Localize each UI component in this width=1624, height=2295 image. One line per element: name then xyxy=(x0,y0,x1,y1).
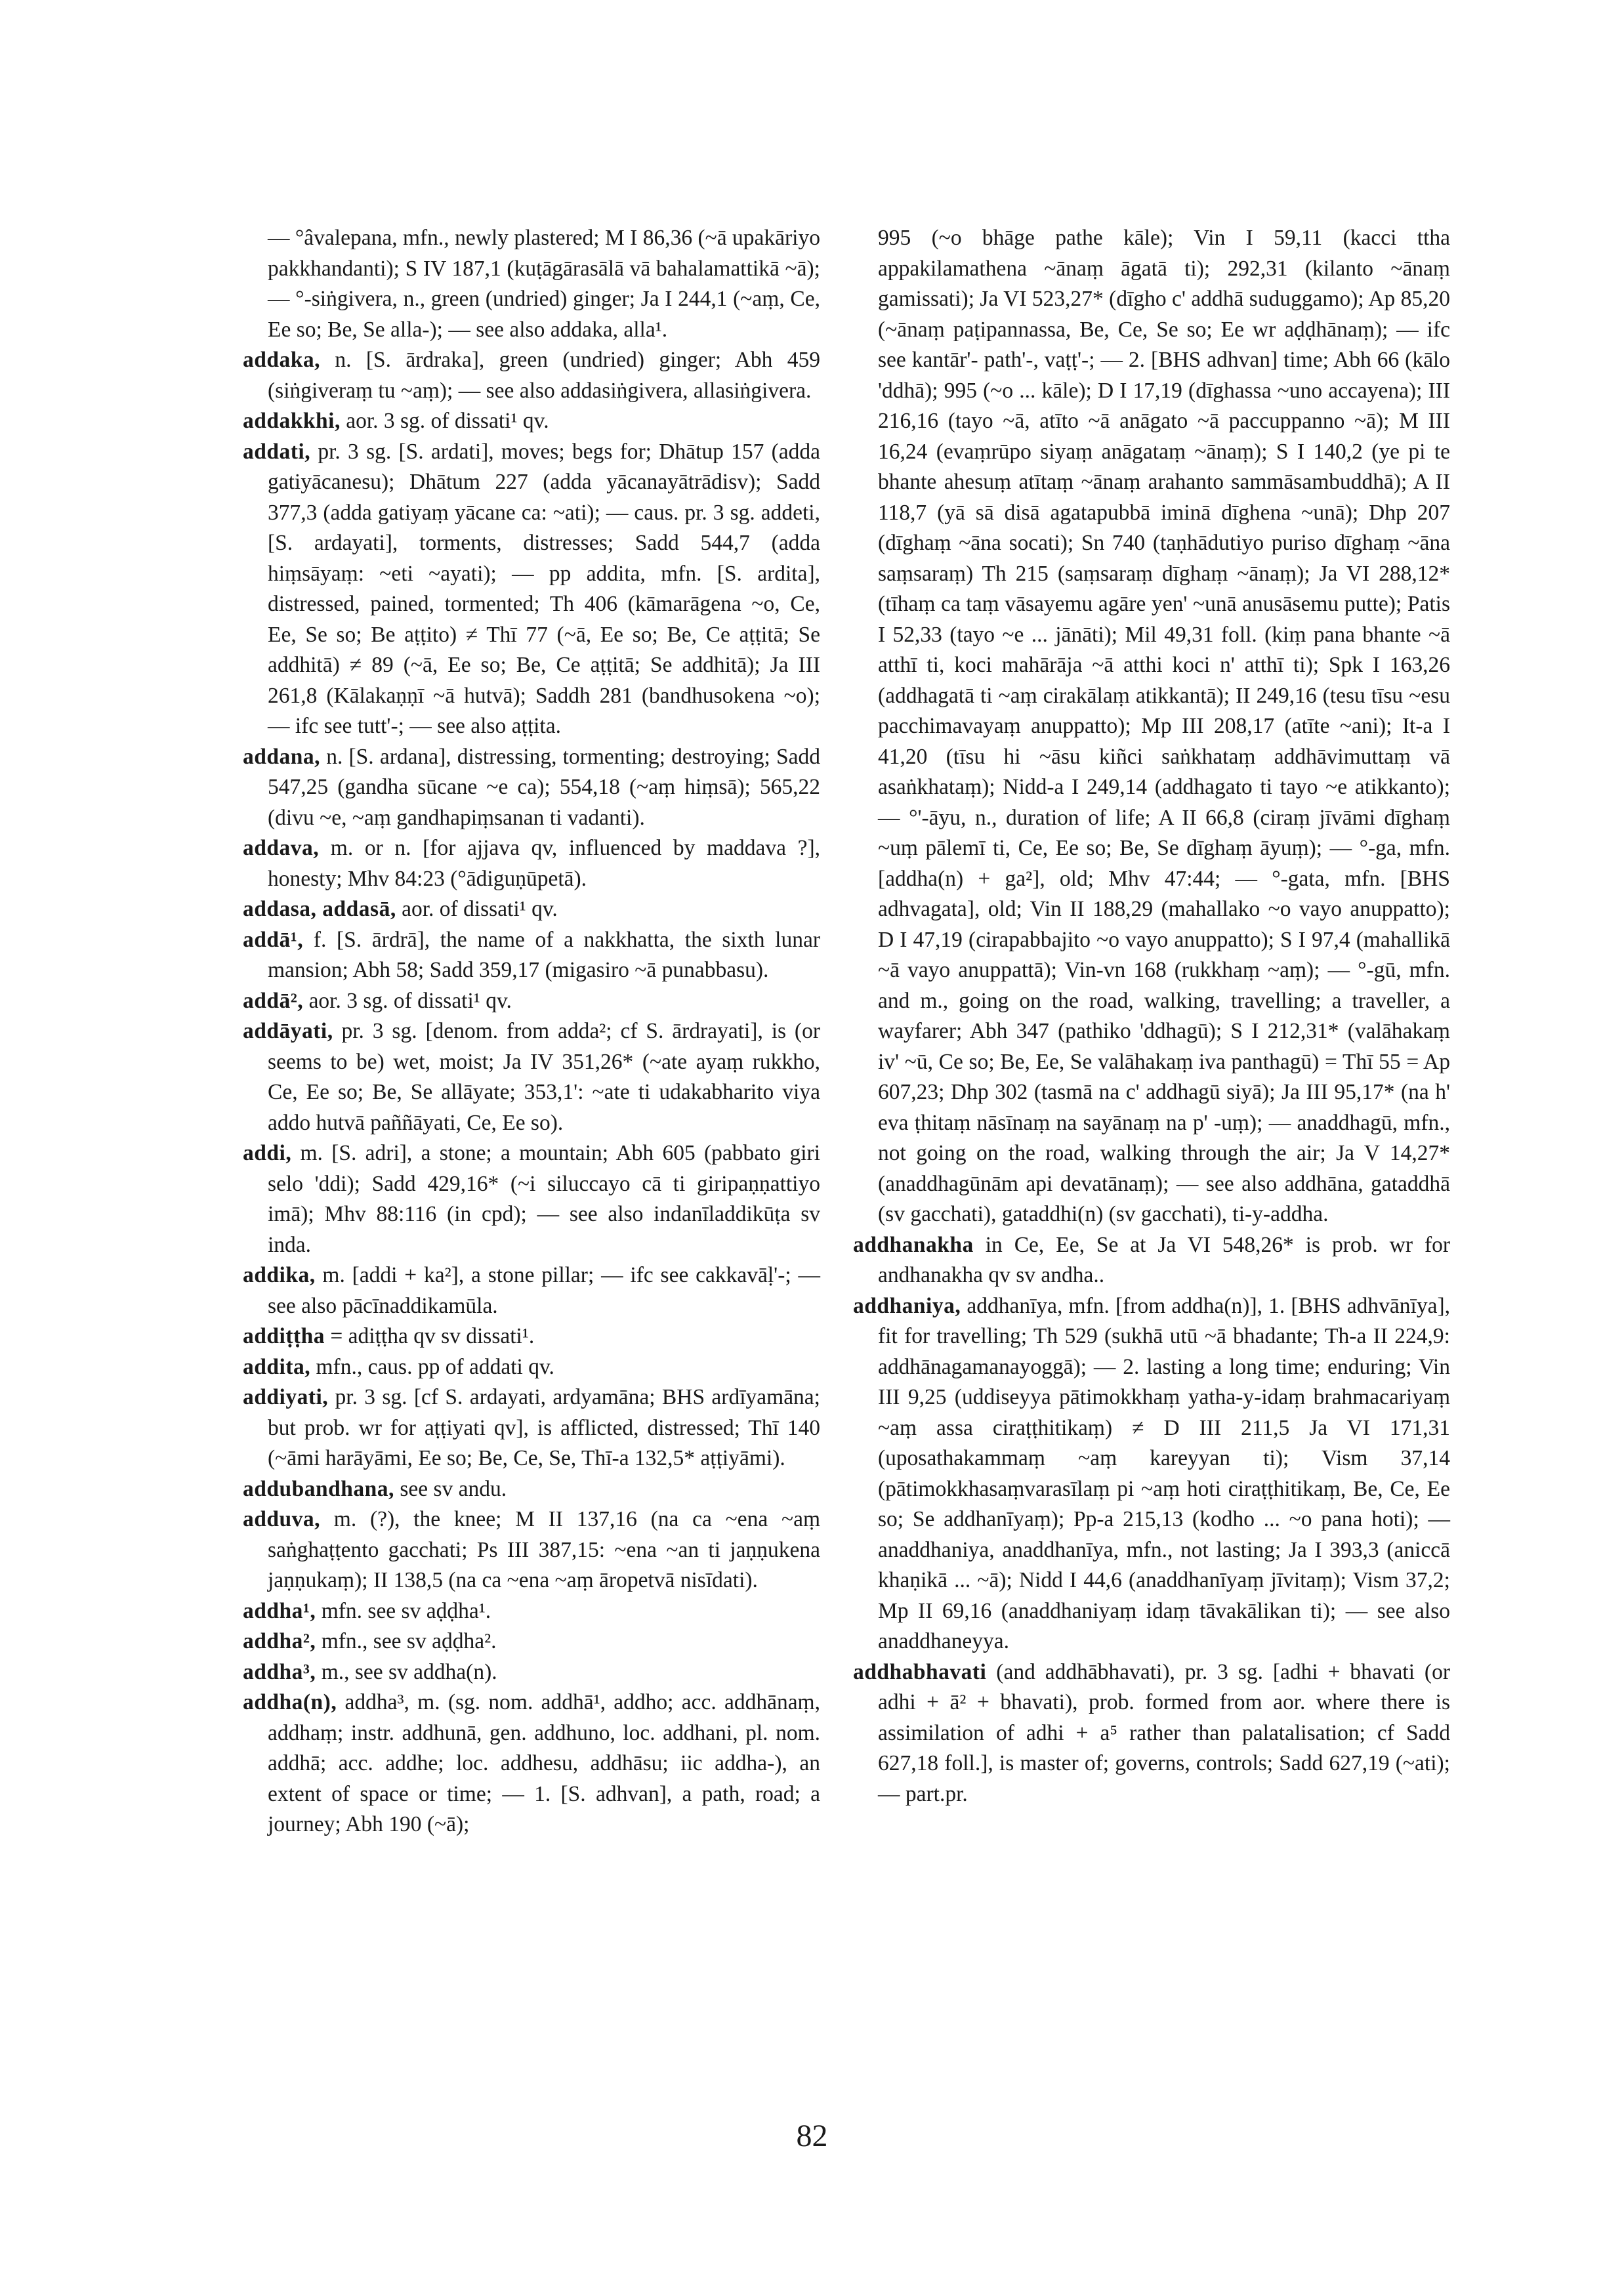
dictionary-entry xyxy=(853,223,1450,1230)
entry-headword: addha¹, xyxy=(243,1598,316,1623)
entry-text: aor. 3 sg. of dissati¹ qv. xyxy=(346,409,549,433)
right-column xyxy=(853,223,1450,1809)
entry-text: = adiṭṭha qv sv dissati¹. xyxy=(330,1324,535,1348)
entry-headword: addava, xyxy=(243,836,320,860)
entry-text: mfn., caus. pp of addati qv. xyxy=(316,1354,554,1379)
entry-headword: addati, xyxy=(243,439,311,464)
entry-headword: addha³, xyxy=(243,1659,316,1684)
entry-headword: addubandhana, xyxy=(243,1476,394,1501)
entry-headword: addā², xyxy=(243,988,304,1013)
entry-text: n. [S. ardana], distressing, tormenting; destroying; Sadd 547,25 (gandha sūcane ~e ca); 554,18 (~aṃ hiṃsā); 565,22 (divu ~e, ~aṃ gandhapiṃsanan ti vadanti). xyxy=(268,744,821,830)
entry-text: n. [S. ārdraka], green (undried) ginger; Abh 459 (siṅgiveraṃ tu ~aṃ); — see also addasiṅgivera, allasiṅgivera. xyxy=(268,348,820,403)
entry-text: — °âvalepana, mfn., newly plastered; M I 86,36 (~ā upakāriyo pakkhandanti); S IV 187,1 (kuṭāgārasālā vā bahalamattikā ~ā); — °-siṅgivera, n., green (undried) ginger; Ja I 244,1 (~aṃ, Ce, Ee so; Be, Se alla-); — see also addaka, alla¹. xyxy=(268,226,820,342)
dictionary-entry xyxy=(243,1626,820,1657)
dictionary-entry xyxy=(243,1596,820,1627)
entry-headword: addasa, addasā, xyxy=(243,897,396,921)
entry-headword: addhabhavati xyxy=(853,1659,987,1684)
dictionary-entry xyxy=(243,1474,820,1505)
dictionary-entry xyxy=(243,1382,820,1474)
entry-text: pr. 3 sg. [cf S. ardayati, ardyamāna; BHS ardīyamāna; but prob. wr for aṭṭiyati qv], is afflicted, distressed; Thī 140 (~āmi harāyāmi, Ee so; Be, Ce, Se, Thī-a 132,5* aṭṭiyāmi). xyxy=(268,1385,820,1470)
entry-headword: adduva, xyxy=(243,1507,321,1531)
dictionary-entry xyxy=(243,925,820,986)
dictionary-entry xyxy=(243,1016,820,1138)
dictionary-entry xyxy=(853,1657,1450,1810)
dictionary-entry xyxy=(243,406,820,437)
page-number: 82 xyxy=(796,2119,828,2153)
dictionary-entry xyxy=(243,345,820,406)
entry-text: aor. of dissati¹ qv. xyxy=(402,897,558,921)
dictionary-entry xyxy=(243,1657,820,1688)
dictionary-entry xyxy=(243,223,820,345)
dictionary-entry xyxy=(243,833,820,894)
dictionary-entry xyxy=(243,1352,820,1383)
entry-headword: addha(n), xyxy=(243,1690,337,1714)
entry-headword: addakkhi, xyxy=(243,409,341,433)
entry-text: m. (?), the knee; M II 137,16 (na ca ~ena ~aṃ saṅghaṭṭento gacchati; Ps III 387,15: ~ena ~an ti jaṇṇukena jaṇṇukaṃ); II 138,5 (na ca ~ena ~aṃ āropetvā nisīdati). xyxy=(268,1507,821,1592)
entry-headword: addana, xyxy=(243,744,321,769)
dictionary-entry xyxy=(243,986,820,1017)
entry-text: m., see sv addha(n). xyxy=(321,1659,497,1684)
entry-headword: addāyati, xyxy=(243,1019,333,1043)
dictionary-entry xyxy=(243,437,820,742)
entry-text: (and addhābhavati), pr. 3 sg. [adhi + bhavati (or adhi + ā² + bhavati), prob. formed from aor. where there is assimilation of adhi + a⁵ rather than palatalisation; cf Sadd 627,18 foll.], is master of; governs, controls; Sadd 627,19 (~ati); — part.pr. xyxy=(878,1659,1450,1806)
entry-text: see sv andu. xyxy=(400,1476,507,1501)
dictionary-entry xyxy=(243,1504,820,1596)
entry-text: f. [S. ārdrā], the name of a nakkhatta, the sixth lunar mansion; Abh 58; Sadd 359,17 (migasiro ~ā punabbasu). xyxy=(268,927,820,982)
entry-text: pr. 3 sg. [denom. from adda²; cf S. ārdrayati], is (or seems to be) wet, moist; Ja IV 351,26* (~ate ayaṃ rukkho, Ce, Ee so; Be, Se allāyate; 353,1': ~ate ti udakabharito viya addo hutvā paññāyati, Ce, Ee so). xyxy=(268,1019,820,1135)
entry-headword: addha², xyxy=(243,1629,316,1653)
entry-text: aor. 3 sg. of dissati¹ qv. xyxy=(308,988,512,1013)
dictionary-entry xyxy=(243,1138,820,1260)
entry-text: 995 (~o bhāge pathe kāle); Vin I 59,11 (kacci ttha appakilamathena ~ānaṃ āgatā ti); 292,31 (kilanto ~ānaṃ gamissati); Ja VI 523,27* (dīgho c' addhā suduggamo); Ap 85,20 (~ānaṃ paṭipannassa, Be, Ce, Se so; Ee wr aḍḍhānaṃ); — ifc see kantār'- path'-, vaṭṭ'-; — 2. [BHS adhvan] time; Abh 66 (kālo 'ddhā); 995 (~o ... kāle); D I 17,19 (dīghassa ~uno accayena); III 216,16 (tayo ~ā, atīto ~ā anāgato ~ā paccuppanno ~ā); M III 16,24 (evaṃrūpo siyaṃ anāgataṃ ~ānaṃ); S I 140,2 (ye pi te bhante ahesuṃ atītaṃ ~ānaṃ arahanto sammāsambuddhā); A II 118,7 (yā sā disā agatapubbā iminā dīghena ~unā); Dhp 207 (dīghaṃ ~āna socati); Sn 740 (taṇhādutiyo puriso dīghaṃ ~āna saṃsaraṃ) Th 215 (saṃsaraṃ dīghaṃ ~ānaṃ); Ja VI 288,12* (tīhaṃ ca taṃ vāsayemu agāre yen' ~unā anusāsemu putte); Patis I 52,33 (tayo ~e ... jānāti); Mil 49,31 foll. (kiṃ pana bhante ~ā atthī ti, koci mahārāja ~ā atthi koci n' atthī ti); Spk I 163,26 (addhagatā ti ~aṃ cirakālaṃ atikkantā); II 249,16 (tesu tīsu ~esu pacchimavayaṃ anuppatto); Mp III 208,17 (atīte ~ani); It-a I 41,20 (tīsu hi ~āsu kiñci saṅkhataṃ addhāvimuttaṃ vā asaṅkhataṃ); Nidd-a I 249,14 (addhagato ti tayo ~e atikkanto); — °'-āyu, n., duration of life; A II 66,8 (ciraṃ jīvāmi dīghaṃ ~uṃ pālemī ti, Ce, Ee so; Be, Se dīghaṃ āyuṃ); — °-ga, mfn. [addha(n) + ga²], old; Mhv 47:44; — °-gata, mfn. [BHS adhvagata], old; Vin II 188,29 (mahallako ~o vayo anuppatto); D I 47,19 (cirapabbajito ~o vayo anuppatto); S I 97,4 (mahallikā ~ā vayo anuppattā); Vin-vn 168 (rukkhaṃ ~aṃ); — °-gū, mfn. and m., going on the road, walking, travelling; a traveller, a wayfarer; Abh 347 (pathiko 'ddhagū); S I 212,31* (valāhakaṃ iv' ~ū, Ce so; Be, Ee, Se valāhakaṃ iva panthagū) = Thī 55 = Ap 607,23; Dhp 302 (tasmā na c' addhagū siyā); Ja III 95,17* (na h' eva ṭhitaṃ nāsīnaṃ na sayānaṃ na p' -uṃ); — anaddhagū, mfn., not going on the road, walking through the air; Ja V 14,27* (anaddhagūnām api devatānaṃ); — see also addhāna, gataddhā (sv gacchati), gataddhi(n) (sv gacchati), ti-y-addha. xyxy=(878,226,1450,1226)
dictionary-entry xyxy=(243,742,820,834)
entry-headword: addiyati, xyxy=(243,1385,329,1409)
entry-headword: addiṭṭha xyxy=(243,1324,325,1348)
entry-text: m. or n. [for ajjava qv, influenced by maddava ?], honesty; Mhv 84:23 (°ādiguṇūpetā). xyxy=(268,836,821,891)
entry-headword: addika, xyxy=(243,1263,316,1287)
entry-text: m. [S. adri], a stone; a mountain; Abh 605 (pabbato giri selo 'ddi); Sadd 429,16* (~i siluccayo cā ti giripaṇṇattiyo imā); Mhv 88:116 (in cpd); — see also indanīladdikūṭa sv inda. xyxy=(268,1141,820,1257)
entry-headword: addita, xyxy=(243,1354,311,1379)
dictionary-entry xyxy=(243,1260,820,1321)
dictionary-entry xyxy=(243,1321,820,1352)
entry-headword: addi, xyxy=(243,1141,292,1165)
dictionary-entry xyxy=(853,1291,1450,1657)
entry-text: mfn. see sv aḍḍha¹. xyxy=(321,1598,491,1623)
entry-text: in Ce, Ee, Se at Ja VI 548,26* is prob. wr for andhanakha qv sv andha.. xyxy=(878,1232,1451,1287)
entry-text: m. [addi + ka²], a stone pillar; — ifc see cakkavāḷ'-; — see also pācīnaddikamūla. xyxy=(268,1263,821,1318)
dictionary-entry xyxy=(243,894,820,925)
entry-text: mfn., see sv aḍḍha². xyxy=(321,1629,497,1653)
entry-text: pr. 3 sg. [S. ardati], moves; begs for; Dhātup 157 (adda gatiyācanesu); Dhātum 227 (adda yācanayātrādisv); Sadd 377,3 (adda gatiyaṃ yācane ca: ~ati); — caus. pr. 3 sg. addeti, [S. ardayati], torments, distresses; Sadd 544,7 (adda hiṃsāyaṃ: ~eti ~ayati); — pp addita, mfn. [S. ardita], distressed, pained, tormented; Th 406 (kāmarāgena ~o, Ce, Ee, Se so; Be aṭṭito) ≠ Thī 77 (~ā, Ee so; Be, Ce aṭṭitā; Se addhitā) ≠ 89 (~ā, Ee so; Be, Ce aṭṭitā; Se addhitā); Ja III 261,8 (Kālakaṇṇī ~ā hutvā); Saddh 281 (bandhusokena ~o); — ifc see tutt'-; — see also aṭṭita. xyxy=(268,439,821,738)
entry-headword: addaka, xyxy=(243,348,321,372)
entry-headword: addhanakha xyxy=(853,1232,974,1257)
left-column xyxy=(243,223,820,1840)
dictionary-entry xyxy=(853,1230,1450,1291)
entry-headword: addā¹, xyxy=(243,927,304,952)
dictionary-entry xyxy=(243,1687,820,1840)
entry-text: addha³, m. (sg. nom. addhā¹, addho; acc. addhānaṃ, addhaṃ; instr. addhunā, gen. addhuno, loc. addhani, pl. nom. addhā; acc. addhe; loc. addhesu, addhāsu; iic addha-), an extent of space or time; — 1. [S. adhvan], a path, road; a journey; Abh 190 (~ā); xyxy=(268,1690,820,1836)
entry-headword: addhaniya, xyxy=(853,1293,961,1318)
entry-text: addhanīya, mfn. [from addha(n)], 1. [BHS adhvānīya], fit for travelling; Th 529 (sukhā utū ~ā bhadante; Th-a II 224,9: addhānagamanayoggā); — 2. lasting a long time; enduring; Vin III 9,25 (uddiseyya pātimokkhaṃ yatha-y-idaṃ brahmacariyaṃ ~aṃ assa ciraṭṭhitikaṃ) ≠ D III 211,5 Ja VI 171,31 (uposathakammaṃ ~aṃ kareyyan ti); Vism 37,14 (pātimokkhasaṃvarasīlaṃ pi ~aṃ hoti ciraṭṭhitikaṃ, Be, Ce, Ee so; Se addhanīyaṃ); Pp-a 215,13 (kodho ... ~o pana hoti); — anaddhaniya, anaddhanīya, mfn., not lasting; Ja I 393,3 (aniccā khaṇikā ... ~ā); Nidd I 44,6 (anaddhanīyaṃ jīvitaṃ); Vism 37,2; Mp II 69,16 (anaddhaniyaṃ idaṃ tāvakālikan ti); — see also anaddhaneyya. xyxy=(878,1293,1450,1653)
